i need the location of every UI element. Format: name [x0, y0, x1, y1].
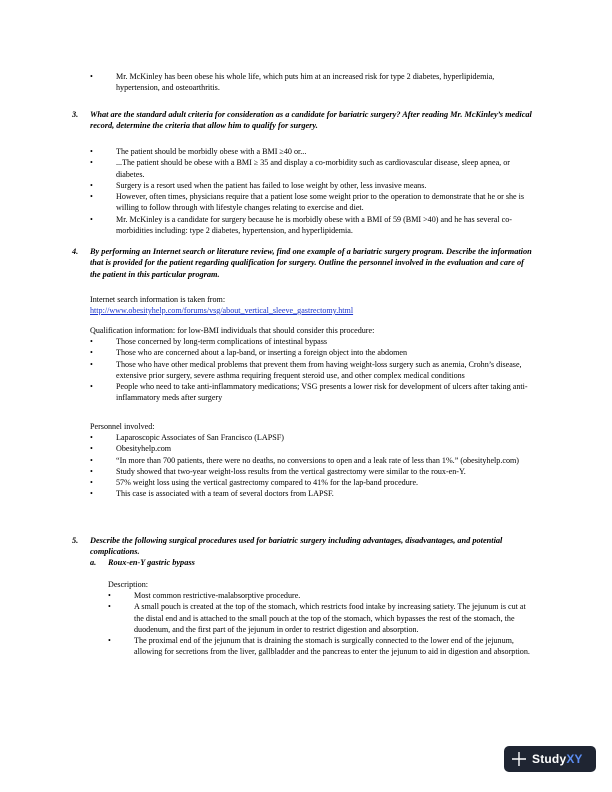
bullet-icon: • [108, 602, 111, 612]
list-item: • Mr. McKinley is a candidate for surgery because he is morbidly obese with a BMI of 59 (BMI >40) and he has several co-morbidities including: type 2 diabetes, hypertension, and hyperlipidemia. [90, 214, 512, 236]
question-4-number: 4. [72, 247, 79, 256]
list-item: • People who need to take anti-inflammatory medications; VSG presents a lower risk for development of ulcers after taking anti-inflammatory meds after surgery [90, 382, 528, 403]
bullet-icon: • [90, 158, 93, 168]
list-item: • Laparoscopic Associates of San Francisco (LAPSF) [90, 433, 284, 442]
bullet-icon: • [90, 455, 93, 465]
bullet-icon: • [90, 444, 93, 454]
bullet-icon: • [90, 382, 93, 392]
bullet-icon: • [90, 180, 93, 190]
list-item: • 57% weight loss using the vertical gastrectomy compared to 41% for the lap-band procedure. [90, 478, 419, 488]
question-5-text: Describe the following surgical procedures used for bariatric surgery including advantages, disadvantages, and potential complications. [90, 536, 503, 557]
list-item: • “In more than 700 patients, there were no deaths, no conversions to open and a leak rate of less than 1%.” (obesityhelp.com) [90, 455, 519, 465]
subsection-letter: a. [90, 558, 97, 567]
list-item: • The patient should be morbidly obese with a BMI ≥40 or... [90, 147, 307, 156]
search-info-label: Internet search information is taken from: [90, 295, 226, 304]
bullet-icon: • [90, 359, 93, 369]
bullet-icon: • [90, 478, 93, 488]
brand-logo-text: StudyXY [532, 752, 583, 766]
bullet-icon: • [90, 489, 93, 499]
list-item: • Study showed that two-year weight-loss results from the vertical gastrectomy were similar to the roux-en-Y. [90, 466, 466, 476]
bullet-icon: • [90, 147, 93, 156]
personnel-label: Personnel involved: [90, 422, 155, 431]
studyxy-badge[interactable] [504, 746, 596, 772]
list-item: • The proximal end of the jejunum that is draining the stomach is surgically connected to the lower end of the jejunum, allowing for secretions from the liver, gallbladder and the pancreas to enter the jejunum to aid in digestion and absorption. [108, 636, 530, 657]
bullet-icon: • [108, 636, 111, 646]
search-source-link[interactable]: http://www.obesityhelp.com/forums/vsg/about_vertical_sleeve_gastrectomy.html [90, 306, 354, 315]
list-item: • This case is associated with a team of several doctors from LAPSF. [90, 489, 334, 499]
list-item: • However, often times, physicians require that a patient lose some weight prior to the operation to demonstrate that he or she is willing to follow through with lifestyle changes relating to exercise and diet. [90, 192, 525, 213]
bullet-icon: • [90, 214, 93, 224]
list-item: • A small pouch is created at the top of the stomach, which restricts food intake by increasing satiety. The jejunum is cut at the distal end and is attached to the small pouch at the top of the stomach, which bypasses the rest of the stomach, the duodenum, and the first part of the jejunum in order to restrict digestion and absorption. [108, 602, 526, 634]
bullet-icon: • [90, 192, 93, 202]
description-label: Description: [108, 580, 149, 589]
subsection-title: Roux-en-Y gastric bypass [108, 558, 195, 567]
question-4-text: By performing an Internet search or literature review, find one example of a bariatric surgery program. Describe the information that is provided for the patient regarding qualification for surgery. Outline the personnel involved in the evaluation and care of the patient in this particular program. [90, 247, 532, 279]
qualification-label: Qualification information: for low-BMI individuals that should consider this procedure: [90, 326, 375, 335]
bullet-icon: • [90, 348, 93, 358]
list-item: • Those concerned by long-term complications of intestinal bypass [90, 337, 328, 346]
plus-sparkle-icon [512, 752, 526, 766]
question-3-text: What are the standard adult criteria for consideration as a candidate for bariatric surgery? After reading Mr. McKinley’s medical record, determine the criteria that allow him to qualify for surgery. [90, 110, 532, 131]
description-list [108, 590, 533, 658]
question-3-answer-list [90, 146, 530, 236]
list-item: • Obesityhelp.com [90, 444, 172, 454]
question-3-number: 3. [72, 110, 79, 119]
personnel-list [90, 432, 530, 500]
list-item: • Mr. McKinley has been obese his whole life, which puts him at an increased risk for type 2 diabetes, hyperlipidemia, hypertension, and osteoarthritis. [90, 72, 495, 93]
list-item: • ...The patient should be obese with a BMI ≥ 35 and display a co-morbidity such as cardiovascular disease, sleep apnea, or diabetes. [90, 158, 510, 179]
qualification-list [90, 336, 530, 404]
list-item: • Those who are concerned about a lap-band, or inserting a foreign object into the abdomen [90, 348, 408, 358]
bullet-icon: • [90, 433, 93, 442]
bullet-icon: • [90, 72, 93, 81]
intro-bullet-list [90, 71, 530, 94]
list-item: • Surgery is a resort used when the patient has failed to lose weight by other, less invasive means. [90, 180, 427, 190]
bullet-icon: • [90, 466, 93, 476]
question-5-number: 5. [72, 536, 79, 545]
bullet-icon: • [90, 337, 93, 346]
list-item: • Most common restrictive-malabsorptive procedure. [108, 591, 301, 600]
list-item: • Those who have other medical problems that prevent them from having weight-loss surgery such as anemia, Crohn’s disease, extensive prior surgery, severe asthma requiring frequent steroid use, and other complex medical conditions [90, 359, 522, 380]
bullet-icon: • [108, 591, 111, 600]
